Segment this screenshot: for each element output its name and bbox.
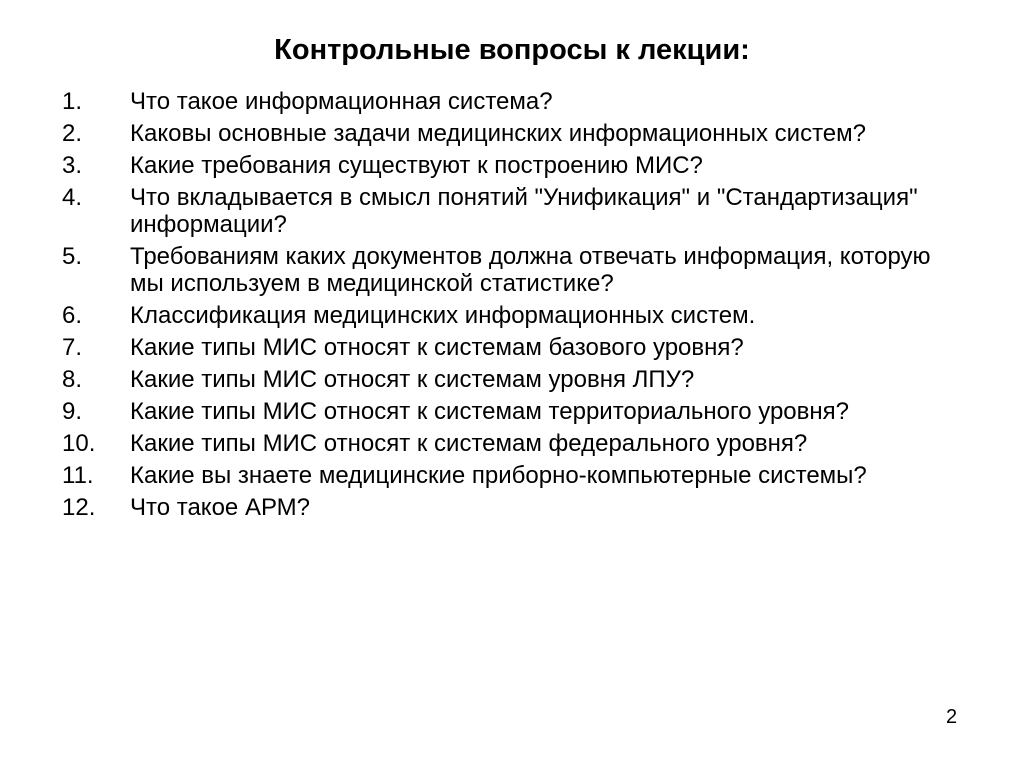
question-text: Что вкладывается в смысл понятий "Унификация" и "Стандартизация" информации? [130, 184, 918, 238]
question-item [62, 462, 962, 489]
question-item [62, 494, 962, 521]
question-number: 7. [62, 334, 83, 361]
question-item [62, 184, 962, 238]
question-item [62, 366, 962, 393]
question-text: Какие типы МИС относят к системам базового уровня? [130, 334, 744, 361]
question-number: 9. [62, 398, 83, 425]
question-number: 6. [62, 302, 83, 329]
question-item [62, 152, 962, 179]
question-text: Какие типы МИС относят к системам территориального уровня? [130, 398, 850, 425]
question-item [62, 243, 962, 297]
question-number: 8. [62, 366, 83, 393]
question-number: 1. [62, 88, 83, 115]
question-item [62, 302, 962, 329]
question-item [62, 398, 962, 425]
question-text: Что такое АРМ? [130, 494, 311, 521]
question-item [62, 120, 962, 147]
page-number: 2 [946, 706, 958, 728]
question-text: Какие типы МИС относят к системам уровня ЛПУ? [130, 366, 695, 393]
question-text: Что такое информационная система? [130, 88, 553, 115]
question-item [62, 430, 962, 457]
question-number: 2. [62, 120, 83, 147]
question-item [62, 334, 962, 361]
question-number: 5. [62, 243, 83, 270]
question-number: 11. [62, 462, 94, 489]
question-text: Требованиям каких документов должна отвечать информация, которую мы используем в медицинской статистике? [130, 243, 931, 297]
question-text: Какие требования существуют к построению МИС? [130, 152, 703, 179]
question-number: 10. [62, 430, 96, 457]
slide-title: Контрольные вопросы к лекции: [274, 34, 750, 66]
question-text: Какие типы МИС относят к системам федерального уровня? [130, 430, 808, 457]
questions-list [62, 88, 962, 526]
question-number: 3. [62, 152, 83, 179]
question-number: 12. [62, 494, 96, 521]
question-text: Классификация медицинских информационных систем. [130, 302, 756, 329]
question-item [62, 88, 962, 115]
question-text: Каковы основные задачи медицинских информационных систем? [130, 120, 866, 147]
question-number: 4. [62, 184, 83, 211]
question-text: Какие вы знаете медицинские приборно-компьютерные системы? [130, 462, 867, 489]
